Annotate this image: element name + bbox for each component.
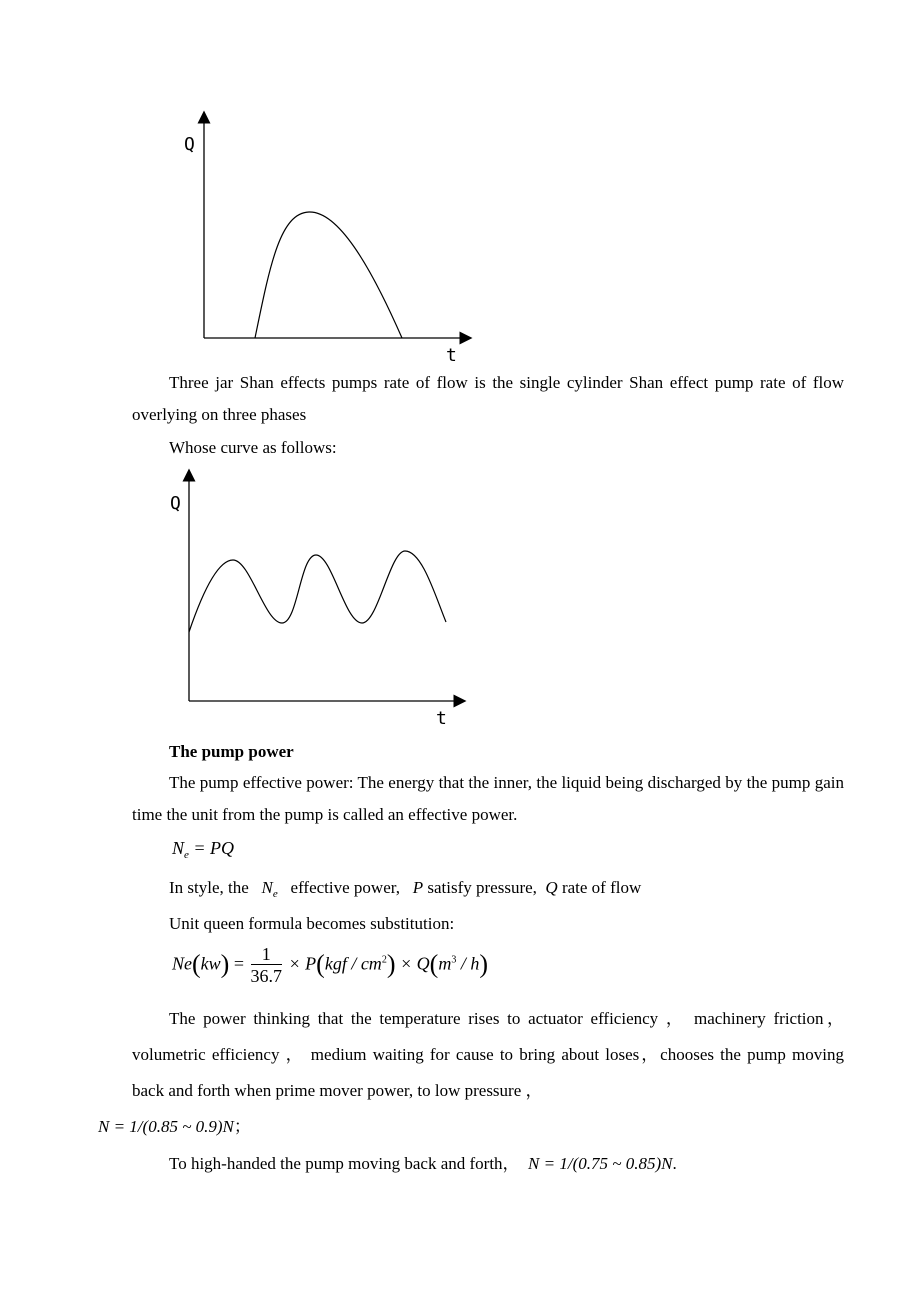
ne-symbol: N xyxy=(261,878,273,897)
formula2-q-unit-sup: 3 xyxy=(451,954,457,966)
formula2-times-p: × P xyxy=(288,953,317,974)
formula2-lhs-unit: kw xyxy=(200,953,221,974)
style-line xyxy=(169,876,641,906)
y-axis-label: Q xyxy=(170,493,181,514)
ne-description: effective power, xyxy=(290,878,400,897)
figure-three-cylinder-flow xyxy=(160,465,480,733)
formula2-denominator: 36.7 xyxy=(250,966,282,986)
section-heading: The pump power xyxy=(169,742,294,761)
ne-subscript: e xyxy=(272,888,278,900)
flow-curve xyxy=(255,212,402,338)
x-axis-label: t xyxy=(446,345,457,366)
formula-high-pressure-tail: . xyxy=(672,1154,677,1173)
q-description: rate of flow xyxy=(561,878,642,897)
formula-low-pressure: N = 1/(0.85 ~ 0.9)N xyxy=(98,1117,234,1136)
formula2-p-unit-sup: 2 xyxy=(381,954,387,966)
formula-unit-substitution: Ne(kw) = $\frac{1}{36.7}$ × $P(kgf / cm^2) \times Q(m^3 / h)$ xyxy=(172,944,488,986)
p-symbol: P xyxy=(412,878,424,897)
figure-single-cylinder-flow xyxy=(170,105,480,370)
formula-effective-power xyxy=(172,838,234,861)
formula2-q-unit-rest: / h xyxy=(460,953,480,974)
x-axis-label: t xyxy=(436,708,447,729)
paragraph-three-jar: Three jar Shan effects pumps rate of flow is the single cylinder Shan effect pump rate of flow overlying on three phases xyxy=(132,373,844,424)
formula-rhs: = PQ xyxy=(193,838,235,858)
q-symbol: Q xyxy=(545,878,558,897)
formula-low-pressure-tail: ； xyxy=(233,1117,251,1136)
formula2-numerator: 1 xyxy=(251,944,283,965)
formula2-equals: = xyxy=(233,953,244,974)
formula-ne-subscript: e xyxy=(184,849,189,861)
formula-ne-symbol: N xyxy=(172,838,185,858)
p-description: satisfy pressure, xyxy=(427,878,537,897)
formula2-lhs: Ne xyxy=(172,953,192,974)
flow-curve xyxy=(189,551,446,632)
formula2-fraction xyxy=(251,944,283,987)
paragraph-power-selection-text: The power thinking that the temperature rises to actuator efficiency ， machinery friction，volumetric efficiency ， medium waiting for cause to bring about loses，chooses the pump moving back and forth when prime mover power, to low pressure ， xyxy=(132,1009,844,1100)
formula2-p-unit: kgf / cm xyxy=(324,953,382,974)
paragraph-high-pressure xyxy=(169,1152,677,1176)
paragraph-effective-power: The pump effective power: The energy that the inner, the liquid being discharged by the pump gain time the unit from the pump is called an effective power. xyxy=(132,773,844,824)
paragraph-high-pressure-text: To high-handed the pump moving back and forth， xyxy=(169,1154,520,1173)
formula2-q-unit: m xyxy=(438,953,452,974)
paragraph-power-selection xyxy=(98,1001,844,1145)
formula2-times-q: × Q xyxy=(399,953,430,974)
paragraph-curve-intro: Whose curve as follows: xyxy=(169,438,337,457)
unit-line: Unit queen formula becomes substitution: xyxy=(169,914,455,933)
formula-high-pressure: N = 1/(0.75 ~ 0.85)N xyxy=(528,1154,673,1173)
y-axis-label: Q xyxy=(184,134,195,155)
style-prefix: In style, the xyxy=(169,878,249,897)
